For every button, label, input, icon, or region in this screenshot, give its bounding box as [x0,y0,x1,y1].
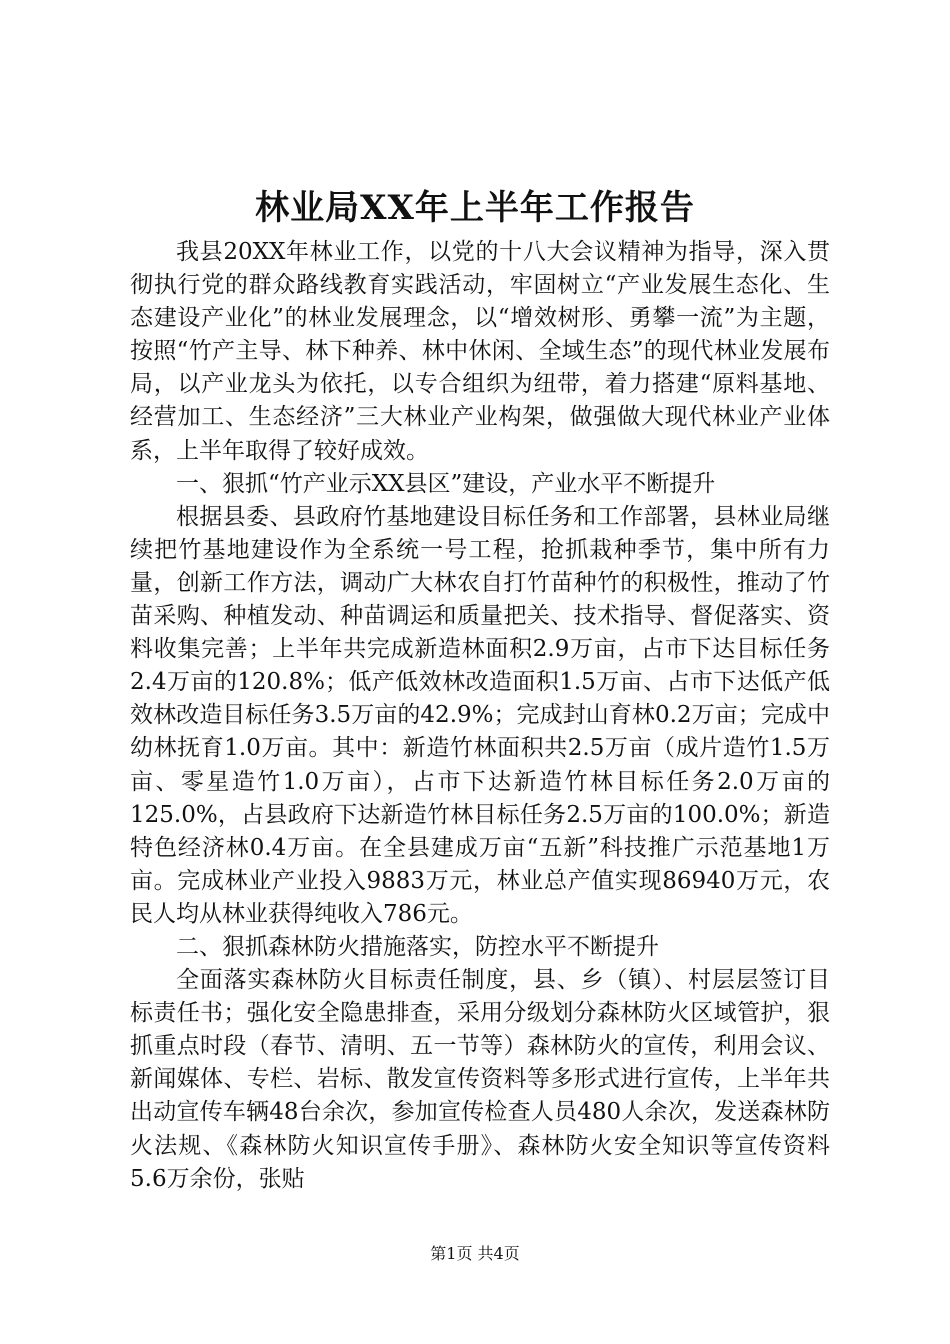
document-body [130,236,830,1196]
document-title: 林业局XX年上半年工作报告 [255,188,695,228]
section-heading-1: 一、狠抓“竹产业示XX县区”建设，产业水平不断提升 [176,470,716,497]
paragraph-intro: 我县20XX年林业工作，以党的十八大会议精神为指导，深入贯彻执行党的群众路线教育实践活动，牢固树立“产业发展生态化、生态建设产业化”的林业发展理念，以“增效树形、勇攀一流”为主题，按照“竹产主导、林下种养、林中休闲、全域生态”的现代林业发展布局，以产业龙头为依托，以专合组织为纽带，着力搭建“原料基地、经营加工、生态经济”三大林业产业构架，做强做大现代林业产业体系，上半年取得了较好成效。 [130,239,830,464]
page-number-footer: 第1页 共4页 [430,1244,520,1263]
paragraph-section-2: 全面落实森林防火目标责任制度，县、乡（镇）、村层层签订目标责任书；强化安全隐患排查，采用分级划分森林防火区域管护，狠抓重点时段（春节、清明、五一节等）森林防火的宣传，利用会议、新闻媒体、专栏、岩标、散发宣传资料等多形式进行宣传，上半年共出动宣传车辆48台余次，参加宣传检查人员480人余次，发送森林防火法规、《森林防火知识宣传手册》、森林防火安全知识等宣传资料5.6万余份，张贴 [130,967,830,1192]
section-heading-2: 二、狠抓森林防火措施落实，防控水平不断提升 [176,933,659,960]
paragraph-section-1: 根据县委、县政府竹基地建设目标任务和工作部署，县林业局继续把竹基地建设作为全系统一号工程，抢抓栽种季节，集中所有力量，创新工作方法，调动广大林农自打竹苗种竹的积极性，推动了竹苗采购、种植发动、种苗调运和质量把关、技术指导、督促落实、资料收集完善；上半年共完成新造林面积2.9万亩，占市下达目标任务2.4万亩的120.8%；低产低效林改造面积1.5万亩、占市下达低产低效林改造目标任务3.5万亩的42.9%；完成封山育林0.2万亩；完成中幼林抚育1.0万亩。其中：新造竹林面积共2.5万亩（成片造竹1.5万亩、零星造竹1.0万亩），占市下达新造竹林目标任务2.0万亩的125.0%，占县政府下达新造竹林目标任务2.5万亩的100.0%；新造特色经济林0.4万亩。在全县建成万亩“五新”科技推广示范基地1万亩。完成林业产业投入9883万元，林业总产值实现86940万元，农民人均从林业获得纯收入786元。 [130,503,830,927]
